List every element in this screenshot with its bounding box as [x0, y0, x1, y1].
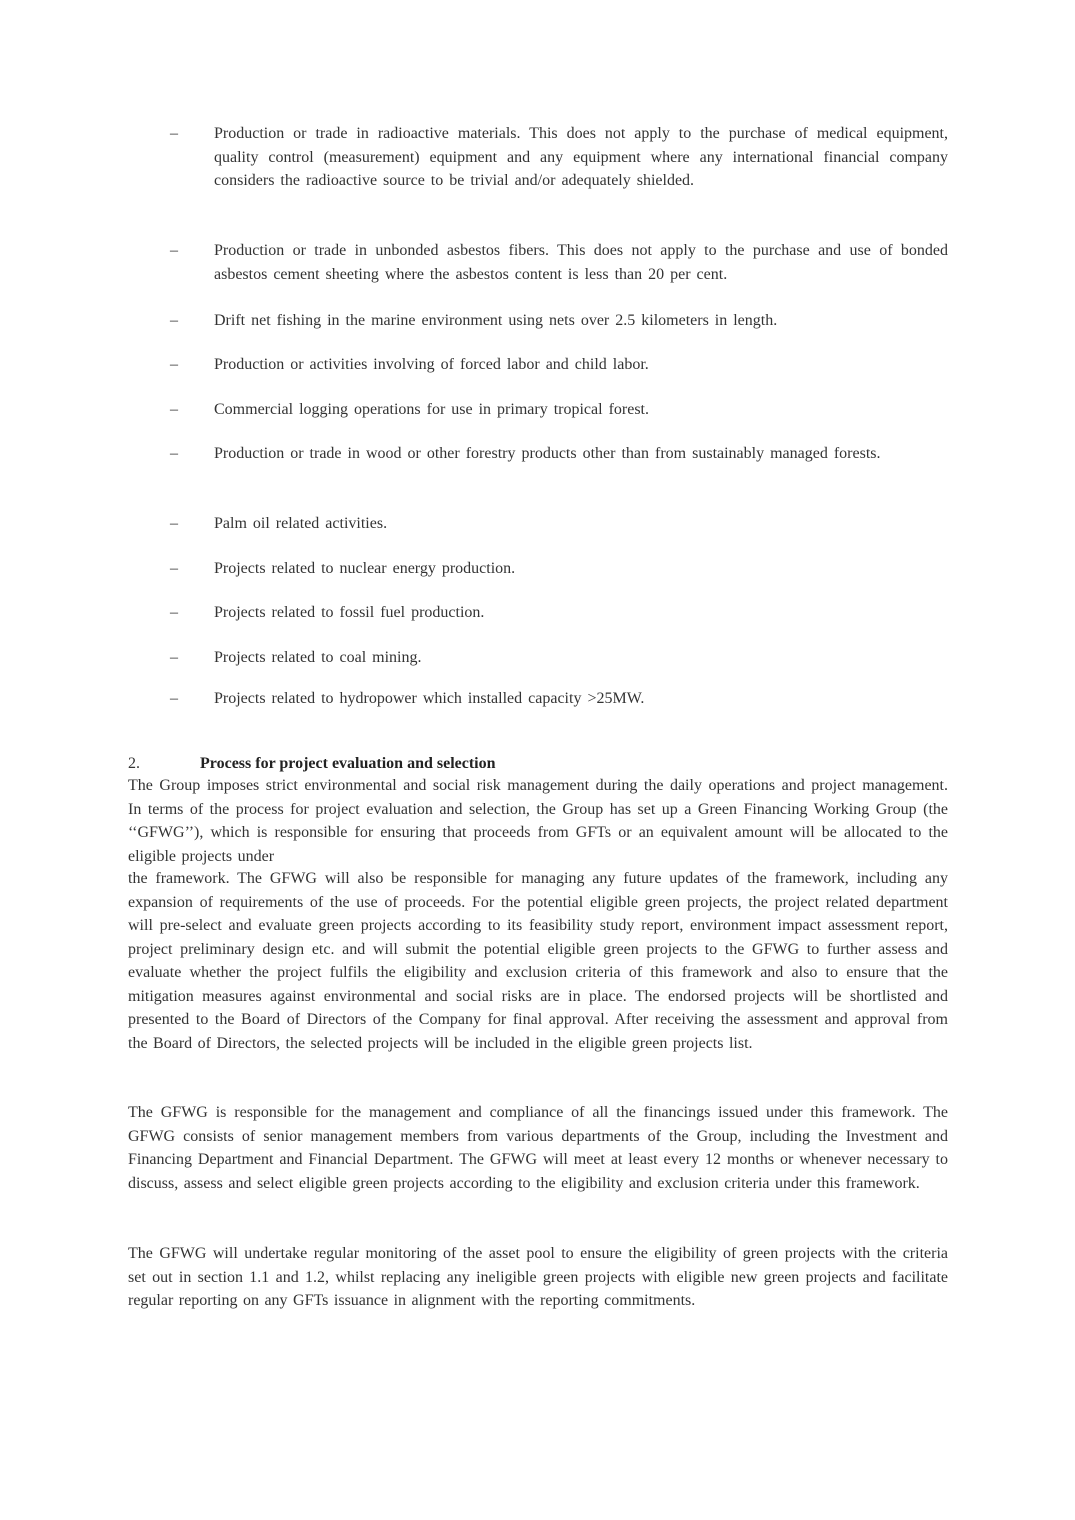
dash-marker: – [170, 560, 178, 577]
section-heading [128, 752, 948, 775]
list-item-text: Projects related to coal mining. [214, 649, 422, 666]
list-item-text: Commercial logging operations for use in primary tropical forest. [214, 401, 649, 418]
list-item-text: Production or trade in wood or other forestry products other than from sustainably managed forests. [214, 445, 881, 462]
list-item-text: Projects related to hydropower which installed capacity >25MW. [214, 690, 645, 707]
section-number: 2. [128, 755, 140, 772]
dash-marker: – [170, 445, 178, 462]
dash-marker: – [170, 604, 178, 621]
list-item-text: Production or trade in unbonded asbestos fibers. This does not apply to the purchase and use of bonded asbestos cement sheeting where the asbestos content is less than 20 per cent. [214, 242, 948, 283]
paragraph-process-detail: the framework. The GFWG will also be responsible for managing any future updates of the framework, including any expansion of requirements of the use of proceeds. For the potential eligible green projects, the project related department will pre-select and evaluate green projects according to its feasibility study report, environment impact assessment report, project preliminary design etc. and will submit the potential eligible green projects to the GFWG to further assess and evaluate whether the project fulfils the eligibility and exclusion criteria of this framework and also to ensure that the mitigation measures against environmental and social risks are in place. The endorsed projects will be shortlisted and presented to the Board of Directors of the Company for final approval. After receiving the assessment and approval from the Board of Directors, the selected projects will be included in the eligible green projects list. [128, 870, 948, 1052]
section-title: Process for project evaluation and selection [200, 755, 496, 772]
dash-marker: – [170, 649, 178, 666]
dash-marker: – [170, 242, 178, 259]
paragraph-gfwg-responsibility: The GFWG is responsible for the management and compliance of all the financings issued under this framework. The GFWG consists of senior management members from various departments of the Group, including the Investment and Financing Department and Financial Department. The GFWG will meet at least every 12 months or whenever necessary to discuss, assess and select eligible green projects according to the eligibility and exclusion criteria under this framework. [128, 1104, 948, 1192]
list-item-text: Drift net fishing in the marine environment using nets over 2.5 kilometers in length. [214, 312, 778, 329]
list-item-text: Projects related to fossil fuel production. [214, 604, 485, 621]
dash-marker: – [170, 515, 178, 532]
list-item-text: Projects related to nuclear energy production. [214, 560, 516, 577]
dash-marker: – [170, 125, 178, 142]
dash-marker: – [170, 401, 178, 418]
list-item-text: Production or activities involving of forced labor and child labor. [214, 356, 649, 373]
list-item-text: Palm oil related activities. [214, 515, 388, 532]
dash-marker: – [170, 356, 178, 373]
paragraph-process-intro: The Group imposes strict environmental and social risk management during the daily operations and project management. In terms of the process for project evaluation and selection, the Group has set up a Green Financing Working Group (the ‘‘GFWG’’), which is responsible for ensuring that proceeds from GFTs or an equivalent amount will be allocated to the eligible projects under [128, 777, 948, 865]
list-item-text: Production or trade in radioactive materials. This does not apply to the purchase of medical equipment, quality control (measurement) equipment and any equipment where any international financial company considers the radioactive source to be trivial and/or adequately shielded. [214, 125, 948, 189]
paragraph-gfwg-monitoring: The GFWG will undertake regular monitoring of the asset pool to ensure the eligibility of green projects with the criteria set out in section 1.1 and 1.2, whilst replacing any ineligible green projects with eligible new green projects and facilitate regular reporting on any GFTs issuance in alignment with the reporting commitments. [128, 1245, 948, 1309]
dash-marker: – [170, 690, 178, 707]
dash-marker: – [170, 312, 178, 329]
